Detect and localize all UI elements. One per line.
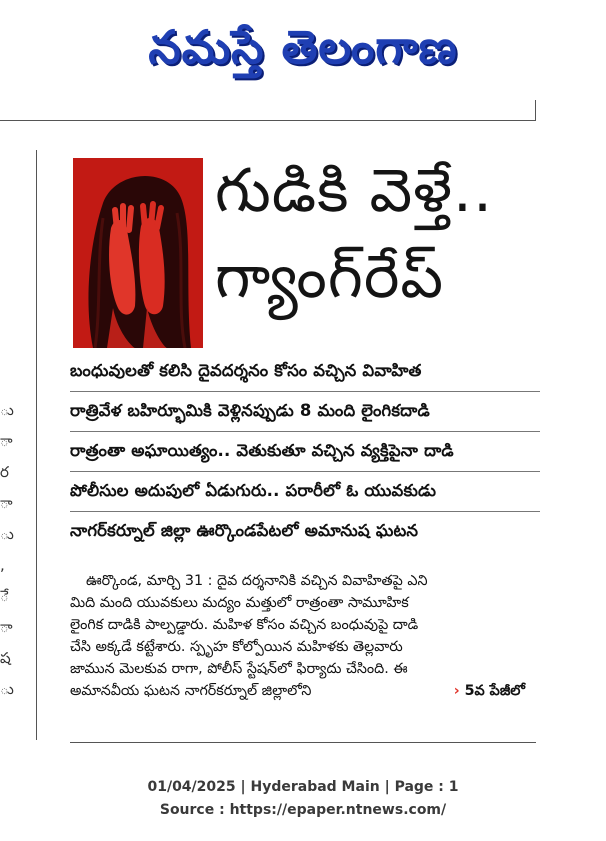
source-line[interactable]: Source : https://epaper.ntnews.com/: [159, 802, 447, 818]
article-body: [70, 570, 535, 702]
adjacent-column-fragments: [0, 395, 20, 715]
subhead: రాత్రివేళ బహిర్భూమికి వెళ్లినప్పుడు 8 మంది లైంగికదాడి: [70, 392, 540, 432]
continued-on-page-link[interactable]: [454, 680, 525, 702]
body-line: జామున మెలకువ రాగా, పోలీస్ స్టేషన్‌లో ఫిర్యాదు చేసింది. ఈ: [70, 661, 408, 677]
distressed-woman-illustration: [73, 158, 203, 348]
subhead: రాత్రంతా అఘాయిత్యం.. వెతుకుతూ వచ్చిన వ్యక్తిపైనా దాడి: [70, 432, 540, 472]
masthead-rule: [0, 120, 536, 121]
subhead: నాగర్‌కర్నూల్ జిల్లా ఊర్కొండపేటలో అమానుష ఘటన: [70, 521, 419, 540]
body-line: అమానవీయ ఘటన నాగర్‌కర్నూల్ జిల్లాలోని: [70, 683, 312, 699]
body-last-line: [70, 680, 535, 702]
body-line: మిది మంది యువకులు మద్యం మత్తులో రాత్రంతా సామూహిక: [70, 595, 409, 611]
article-headline: [215, 148, 535, 320]
fragment-char: ు: [0, 525, 14, 543]
body-line: ఊర్కొండ, మార్చి 31 : దైవ దర్శనానికి వచ్చిన వివాహితపై ఎని: [86, 573, 428, 589]
fragment-char: ర: [0, 463, 9, 481]
column-divider: [36, 150, 37, 740]
headline-line-2: గ్యాంగ్‌రేప్: [215, 242, 445, 312]
masthead-rule-tick: [535, 100, 536, 121]
fragment-char: ా: [0, 618, 13, 636]
headline-line-1: గుడికి వెళ్తే..: [215, 156, 494, 226]
body-line: చేసి అక్కడే కట్టేశారు. స్పృహ కోల్పోయిన మహిళకు తెల్లవారు: [70, 639, 403, 655]
chevron-right-icon: ›: [453, 683, 460, 699]
fragment-char: ు: [0, 680, 14, 698]
subhead: బంధువులతో కలిసి దైవదర్శనం కోసం వచ్చిన వివాహిత: [70, 352, 540, 392]
article-illustration: [73, 158, 203, 348]
subhead: పోలీసుల అదుపులో ఏడుగురు.. పరారీలో ఓ యువకుడు: [70, 472, 540, 512]
fragment-char: ,: [0, 556, 5, 574]
newspaper-masthead: నమస్తే తెలంగాణ: [148, 20, 458, 74]
fragment-char: ష: [0, 649, 11, 667]
edition-line: 01/04/2025 | Hyderabad Main | Page : 1: [147, 779, 459, 795]
continued-label: 5వ పేజీలో: [464, 683, 525, 699]
epaper-footer: [0, 776, 606, 822]
fragment-char: ా: [0, 432, 13, 450]
fragment-char: ు: [0, 401, 14, 419]
article-subheads: [70, 352, 540, 551]
body-line: లైంగిక దాడికి పాల్పడ్డారు. మహిళ కోసం వచ్చిన బంధువుపై దాడి: [70, 617, 419, 633]
fragment-char: ే: [0, 587, 9, 605]
fragment-char: ా: [0, 494, 13, 512]
article-bottom-rule: [70, 742, 536, 743]
